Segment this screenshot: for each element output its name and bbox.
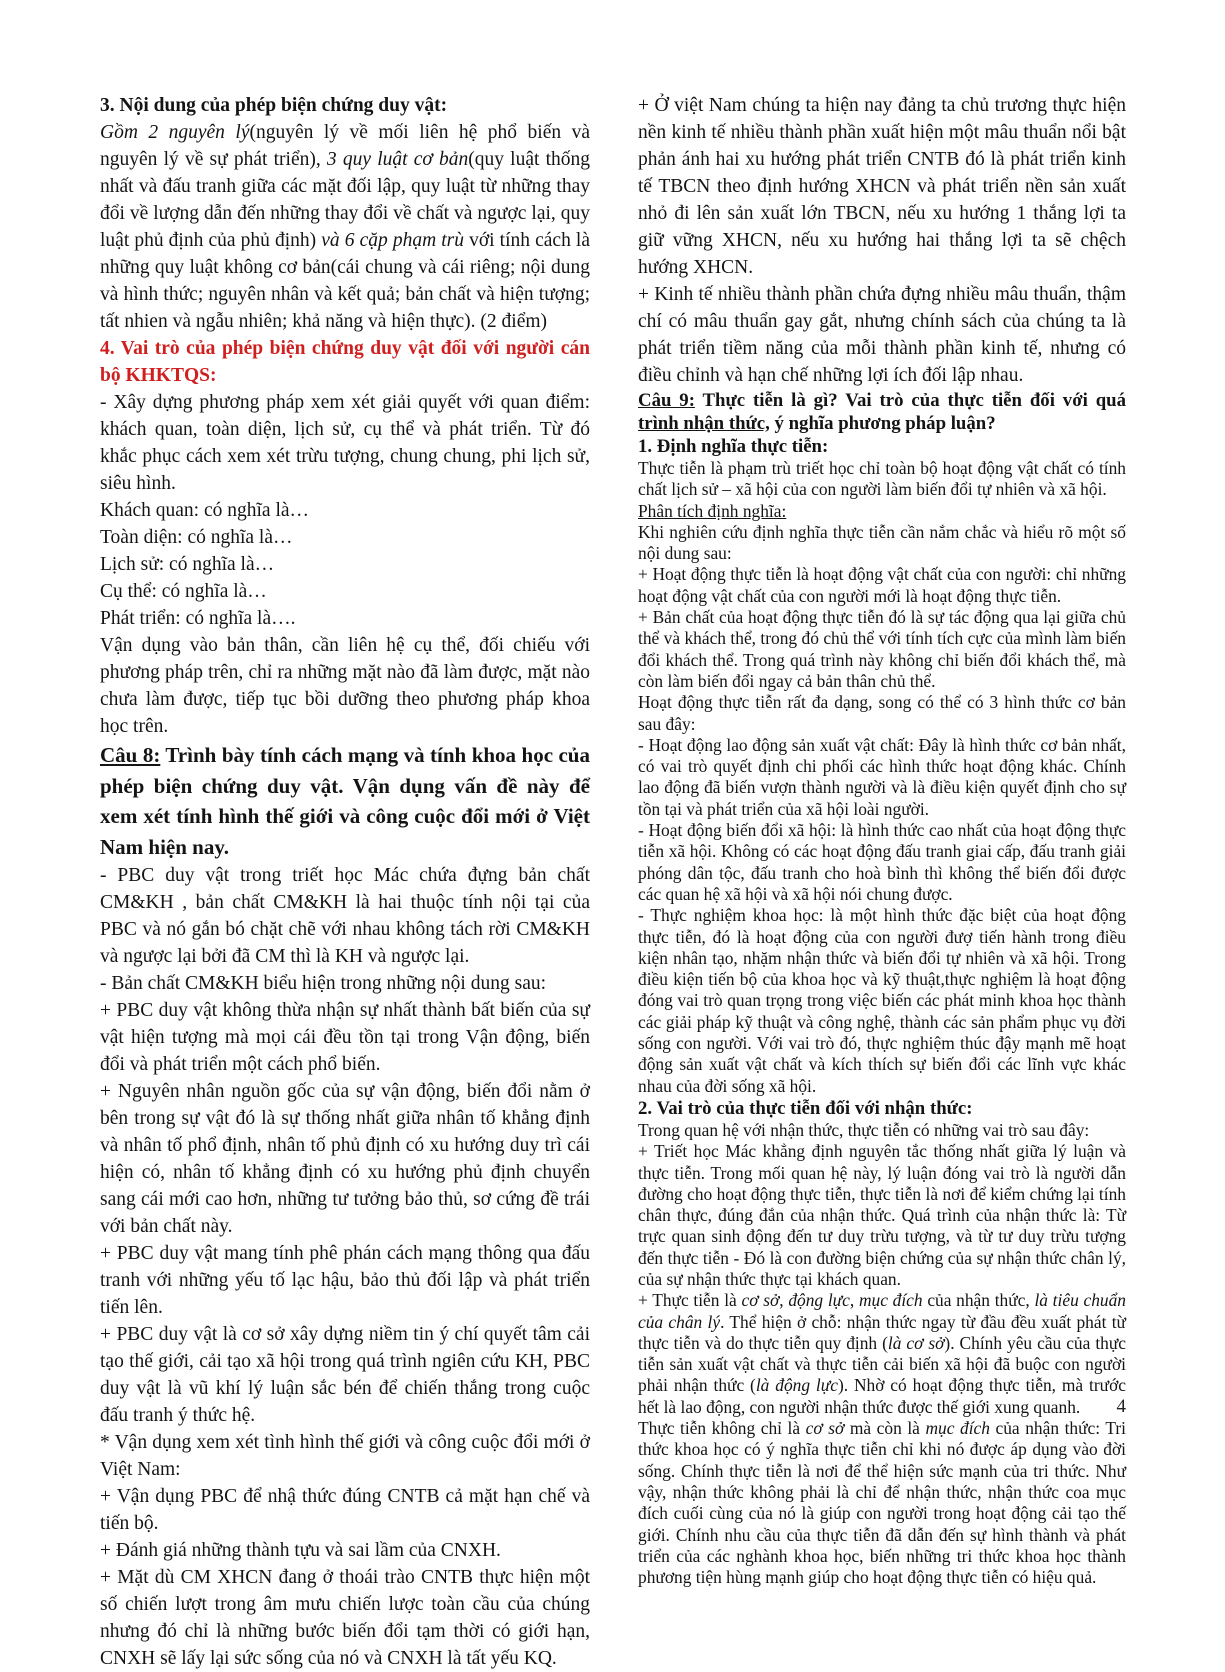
text-run: và 6 cặp phạm trù (321, 230, 465, 251)
text-run: cơ sở (741, 1290, 780, 1311)
text-run: của nhận thức, (922, 1290, 1035, 1311)
text-run: + Ở việt Nam chúng ta hiện nay đảng ta chủ trương thực hiện nền kinh tế nhiều thành phần xuất hiện một mâu thuẩn nổi bật phản ánh hai xu hướng phát triển CNTB đó là phát triển kinh tế TBCN theo định hướng XHCN và phát triển nền sản xuất nhỏ đi lên sản xuất lớn TBCN, nếu xu hướng 1 thắng lợi ta giữ vững XHCN, nếu xu hướng hai thắng lợi ta sẽ chệch hướng XHCN. (638, 95, 1126, 278)
paragraph (100, 862, 590, 970)
paragraph (100, 1483, 590, 1537)
paragraph (100, 1240, 590, 1321)
paragraph (100, 389, 590, 497)
paragraph (638, 458, 1126, 501)
left-column (100, 92, 590, 1672)
paragraph (638, 1097, 1126, 1120)
text-run: 3 quy luật cơ bản (326, 149, 469, 170)
text-run: Gồm 2 nguyên lý (100, 122, 250, 143)
text-run: , (849, 1290, 859, 1311)
text-run: + Triết học Mác khẳng định nguyên tắc thống nhất giữa lý luận và thực tiễn. Trong mối quan hệ này, lý luận đóng vai trò là người dẫn đường cho hoạt động thực tiễn, thực tiễn là nơi để kiểm chứng lại tính chân thực, đúng đắn của nhận thức. Quá trình của nhận thức là: Từ trực quan sinh động đến tư duy trừu tượng, và từ tư duy trừu tượng đến thực tiễn - Đó là con đường biện chứng của sự nhận thức chân lý, của sự nhận thức thực tại khách quan. (638, 1141, 1126, 1289)
text-run: + Đánh giá những thành tựu và sai lầm của CNXH. (100, 1540, 501, 1561)
text-run: + PBC duy vật mang tính phê phán cách mạng thông qua đấu tranh với những yếu tố lạc hậu, bảo thủ đối lập và phát triển tiến lên. (100, 1243, 590, 1318)
text-run: - PBC duy vật trong triết học Mác chứa đựng bản chất CM&KH , bản chất CM&KH là hai thuộc tính nội tại của PBC và nó gắn bó chặt chẽ với nhau không tách rời CM&KH và ngược lại bởi đã CM thì là KH và ngược lại. (100, 865, 590, 967)
text-run: Khách quan: có nghĩa là… (100, 500, 310, 521)
paragraph (100, 740, 590, 862)
text-run: là tiêu chuẩn của chân lý (638, 1290, 1126, 1332)
text-run: ). Nhờ có hoạt động thực tiễn, mà trước hết là lao động, con người nhận thức được thế giới xung quanh. (638, 1375, 1126, 1417)
paragraph (638, 501, 1126, 522)
text-run: Toàn diện: có nghĩa là… (100, 527, 293, 548)
text-run: Thực tiễn là gì? Vai trò của thực tiễn đối với quá (694, 390, 1126, 411)
paragraph (638, 607, 1126, 692)
two-column-layout (100, 92, 1126, 1672)
text-run: + Vận dụng PBC để nhậ thức đúng CNTB cả mặt hạn chế và tiến bộ. (100, 1486, 590, 1534)
paragraph (100, 1429, 590, 1483)
text-run: là động lực (755, 1375, 838, 1396)
paragraph (638, 820, 1126, 905)
text-run: Phát triển: có nghĩa là…. (100, 608, 296, 629)
text-run: + PBC duy vật là cơ sở xây dựng niềm tin ý chí quyết tâm cải tạo thế giới, cải tạo xã hội trong quá trình ngiên cứu KH, PBC duy vật là vũ khí lý luận sắc bén để chiến thắng trong cuộc đấu tranh ý thức hệ. (100, 1324, 590, 1426)
paragraph (100, 632, 590, 740)
text-run: với tính cách là những quy luật không cơ bản(cái chung và cái riêng; nội dung và hình thức; nguyên nhân và kết quả; bản chất và hiện tượng; tất nhien và ngẫu nhiên; khả năng và hiện thực). (2 điểm) (100, 230, 591, 332)
paragraph (100, 605, 590, 632)
paragraph (100, 1564, 590, 1672)
paragraph (100, 551, 590, 578)
paragraph (638, 905, 1126, 1097)
text-run: - Xây dựng phương pháp xem xét giải quyết với quan điểm: khách quan, toàn diện, lịch sử, cụ thể và phát triển. Từ đó khắc phục cách xem xét trừu tượng, chung chung, phi lịch sử, siêu hình. (100, 392, 590, 494)
text-run: Phân tích định nghĩa: (638, 500, 787, 521)
paragraph (100, 1078, 590, 1240)
text-run: Thực tiễn không chỉ là (638, 1418, 806, 1439)
text-run: + Kinh tế nhiều thành phần chứa đựng nhiều mâu thuẩn, thậm chí có mâu thuẩn gay gắt, nhưng chính sách của chúng ta là phát triển tiềm năng của mỗi thành phần kinh tế, nhưng có điều chỉnh và hạn chế những lợi ích đối lập nhau. (638, 284, 1126, 386)
text-run: Trong quan hệ với nhận thức, thực tiễn có những vai trò sau đây: (638, 1119, 1090, 1140)
paragraph (100, 997, 590, 1078)
text-run: trình nhận thức, (638, 413, 770, 434)
text-run: + Mặt dù CM XHCN đang ở thoái trào CNTB thực hiện một số chiến lượt trong âm mưu chiến lược toàn cầu của chúng nhưng đó chỉ là những bước biến đổi tạm thời có giới hạn, CNXH sẽ lấy lại sức sống của nó và CNXH là tất yếu KQ. (100, 1567, 590, 1669)
text-run: + Bản chất của hoạt động thực tiễn đó là sự tác động qua lại giữa chủ thể và khách thể, trong đó chủ thể với tính tích cực của mình làm biến đổi khách thể. Trong quá trình này không chỉ biến đổi khách thể, mà còn làm biến đổi ngay cả bản thân chủ thể. (638, 607, 1126, 691)
text-run: là cơ sở (887, 1332, 945, 1353)
text-run: - Bản chất CM&KH biểu hiện trong những nội dung sau: (100, 973, 547, 994)
text-run: 2. Vai trò của thực tiễn đối với nhận thức: (638, 1097, 973, 1119)
text-run: mục đích (858, 1290, 923, 1311)
paragraph (100, 970, 590, 997)
paragraph (638, 692, 1126, 735)
text-run: cơ sở (805, 1418, 845, 1439)
text-run: - Hoạt động biến đổi xã hội: là hình thức cao nhất của hoạt động thực tiễn xã hội. Không có các hoạt động đấu tranh giai cấp, đấu tranh giải phóng dân tộc, đấu tranh cho hoà bình thì không thể biến đổi được các quan hệ xã hội và xã hội nói chung được. (638, 820, 1126, 904)
paragraph (638, 564, 1126, 607)
text-run: + Nguyên nhân nguồn gốc của sự vận động, biến đổi nằm ở bên trong sự vật đó là sự thống nhất giữa nhân tố khẳng định và nhân tố phổ định, nhân tố phủ định có xu hướng duy trì cái hiện có, nhân tố khẳng định có xu hướng phủ định chuyển sang cái mới cao hơn, những tư tưởng bảo thủ, sơ cứng đề trái với bản chất này. (100, 1081, 590, 1237)
text-run: ). Chính yêu cầu của thực tiễn sản xuất vật chất và thực tiễn cải biến xã hội đã buộc con người phải nhận thức ( (638, 1332, 1126, 1396)
paragraph (638, 389, 1126, 435)
text-run: . Thể hiện ở chỗ: nhận thức ngay từ đầu đều xuất phát từ thực tiễn và do thực tiễn quy định ( (638, 1311, 1126, 1353)
text-run: * Vận dụng xem xét tình hình thế giới và công cuộc đổi mới ở Việt Nam: (100, 1432, 590, 1480)
text-run: 4. Vai trò của phép biện chứng duy vật đối với người cán bộ KHKTQS: (100, 338, 590, 386)
text-run: Lịch sử: có nghĩa là… (100, 554, 275, 575)
paragraph (638, 1120, 1126, 1141)
paragraph (638, 522, 1126, 565)
right-column (638, 92, 1126, 1672)
text-run: Câu 8: (100, 743, 161, 767)
text-run: (nguyên lý về mối liên hệ phổ biến và nguyên lý về sự phát triển), (100, 122, 590, 170)
text-run: + PBC duy vật không thừa nhận sự nhất thành bất biến của sự vật hiện tượng mà mọi cái đều tồn tại trong Vận động, biến đổi và phát triển một cách phổ biến. (100, 1000, 590, 1075)
text-run: Cụ thể: có nghĩa là… (100, 581, 267, 602)
paragraph (100, 1537, 590, 1564)
paragraph (100, 335, 590, 389)
text-run: ý nghĩa phương pháp luận? (769, 413, 996, 434)
text-run: Khi nghiên cứu định nghĩa thực tiễn cần nắm chắc và hiểu rõ một số nội dung sau: (638, 521, 1126, 564)
paragraph (100, 497, 590, 524)
paragraph (638, 281, 1126, 389)
paragraph (100, 92, 590, 119)
page-number: 4 (1116, 1396, 1126, 1417)
text-run: Trình bày tính cách mạng và tính khoa học của phép biện chứng duy vật. Vận dụng vấn đề này để xem xét tính hình thế giới và công cuộc đổi mới ở Việt Nam hiện nay. (100, 743, 590, 859)
text-run: , (779, 1290, 789, 1311)
text-run: Thực tiễn là phạm trù triết học chỉ toàn bộ hoạt động vật chất có tính chất lịch sử – xã hội của con người làm biến đổi tự nhiên và xã hội. (638, 458, 1126, 500)
text-run: mục đích (925, 1418, 990, 1439)
text-run: động lực (788, 1290, 850, 1311)
text-run: Câu 9: (638, 390, 695, 411)
paragraph (638, 1418, 1126, 1588)
text-run: - Hoạt động lao động sản xuất vật chất: Đây là hình thức cơ bản nhất, có vai trò quyết định chi phối các hình thức hoạt động khác. Chính lao động đã biến vượn thành người và là điều kiện quyết định cho sự tồn tại và phát triển của xã hội loài người. (638, 734, 1126, 819)
text-run: Hoạt động thực tiễn rất đa dạng, song có thể có 3 hình thức cơ bản sau đây: (638, 692, 1126, 734)
paragraph (100, 524, 590, 551)
text-run: 1. Định nghĩa thực tiễn: (638, 436, 829, 457)
text-run: - Thực nghiệm khoa học: là một hình thức đặc biệt của hoạt động thực tiễn, đó là hoạt động của con người đượ tiến hành trong điều kiện nhân tạo, nhặm nhận thức và biến đổi tự nhiên và xã hội. Trong điều kiện tiến bộ của khoa học và kỹ thuật,thực nghiệm là hoạt động đóng vai trò quan trọng trong việc biến các phát minh khoa học thành các giải pháp kỹ thuật và công nghệ, thành các sản phẩm phục vụ đời sống con người. Với vai trò đó, thực nghiệm thúc đậy mạnh mẽ hoạt động sản xuất vật chất và kích thích sự biến đổi các lĩnh vực khác nhau của đời sống xã hội. (638, 905, 1126, 1096)
text-run: mà còn là (844, 1418, 926, 1439)
text-run: 3. Nội dung của phép biện chứng duy vật: (100, 95, 448, 116)
text-run: + Thực tiễn là (638, 1290, 742, 1311)
paragraph (100, 119, 590, 335)
text-run: + Hoạt động thực tiễn là hoạt động vật chất của con người: chỉ những hoạt động vật chất của con người mới là hoạt động thực tiễn. (638, 564, 1126, 606)
paragraph (638, 1141, 1126, 1290)
paragraph (100, 578, 590, 605)
paragraph (638, 435, 1126, 458)
paragraph (638, 92, 1126, 281)
paragraph (638, 735, 1126, 820)
text-run: của nhận thức: Tri thức khoa học có ý nghĩa thực tiễn chỉ khi nó được áp dụng vào đời sống. Chính thực tiễn là nơi để thể hiện sức mạnh của tri thức. Như vậy, nhận thức không phải là chỉ để nhận thức, nhận thức coa mục đích cuối cùng của nó là giúp con người trong hoạt động cải tạo thế giới. Chính nhu cầu của thực tiễn đã dẫn đến sự hình thành và phát triển của các nghành khoa học, biến những tri thức khoa học thành phương tiện hùng mạnh giúp cho hoạt động thực tiễn có hiệu quả. (638, 1418, 1126, 1588)
text-run: Vận dụng vào bản thân, cần liên hệ cụ thể, đối chiếu với phương pháp trên, chỉ ra những mặt nào đã làm được, mặt nào chưa làm được, tiếp tục bồi dưỡng theo phương pháp khoa học trên. (100, 635, 590, 737)
text-run: (quy luật thống nhất và đấu tranh giữa các mặt đối lập, quy luật từ những thay đổi về lượng dẫn đến những thay đổi về chất và ngược lại, quy luật phủ định của phủ định) (100, 149, 590, 251)
